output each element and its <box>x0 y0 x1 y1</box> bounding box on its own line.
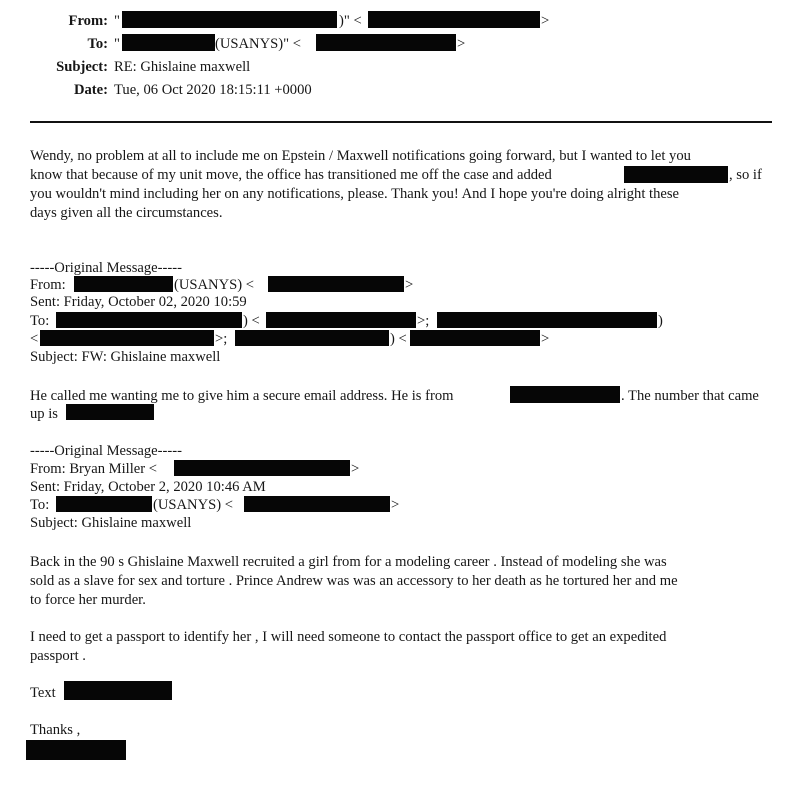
redaction-block <box>56 312 242 328</box>
from-mid: (USANYS) < <box>174 277 254 293</box>
cc-start: < <box>30 331 39 347</box>
from-mid: )" < <box>339 13 362 29</box>
to-suffix: > <box>457 36 466 52</box>
subject-line: Subject: Ghislaine maxwell <box>30 515 192 531</box>
reply-line: days given all the circumstances. <box>30 205 223 221</box>
redaction-block <box>624 166 728 183</box>
redaction-block <box>410 330 540 346</box>
reply-line <box>30 166 552 184</box>
body-line: to force her murder. <box>30 592 146 608</box>
redaction-block <box>510 386 620 403</box>
subject-label: Subject: <box>56 59 108 75</box>
body-line: sold as a slave for sex and torture . Prince Andrew was was an accessory to her death as he tortured her and me <box>30 573 678 589</box>
to-label: To: <box>30 313 50 329</box>
to-suffix: > <box>391 497 400 513</box>
date-label: Date: <box>73 82 108 98</box>
from-suffix: > <box>351 461 360 477</box>
redaction-block <box>316 34 456 51</box>
cc-end: > <box>541 331 550 347</box>
cc-sep: >; <box>215 331 228 347</box>
redaction-block <box>122 34 215 51</box>
redaction-block <box>122 11 337 28</box>
thanks-line: Thanks , <box>30 722 81 738</box>
reply-line-text: know that because of my unit move, the office has transitioned me off the case and added <box>30 167 552 183</box>
to-label: To: <box>87 36 108 52</box>
to-mid: (USANYS)" < <box>215 36 301 52</box>
redaction-block <box>268 276 404 292</box>
to-quote: " <box>114 36 120 52</box>
reply-line: Wendy, no problem at all to include me on Epstein / Maxwell notifications going forward, but I wanted to let you <box>30 148 691 164</box>
redaction-block <box>26 740 126 760</box>
body-line: . The number that came <box>621 388 759 404</box>
from-suffix: > <box>541 13 550 29</box>
from-quote: " <box>114 13 120 29</box>
to-sep: >; <box>417 313 430 329</box>
reply-line-text: , so if <box>729 167 762 183</box>
from-line: From: Bryan Miller < <box>30 461 157 477</box>
to-label: To: <box>30 497 50 513</box>
to-end: ) <box>658 313 663 329</box>
message-separator: -----Original Message----- <box>30 443 182 459</box>
redaction-block <box>56 496 152 512</box>
body-line: passport . <box>30 648 86 664</box>
to-mid: (USANYS) < <box>153 497 233 513</box>
redaction-block <box>64 681 172 700</box>
from-label: From: <box>68 13 108 29</box>
redaction-block <box>174 460 350 476</box>
cc-sep: ) < <box>390 331 407 347</box>
subject-value: RE: Ghislaine maxwell <box>114 59 251 75</box>
subject-line: Subject: FW: Ghislaine maxwell <box>30 349 221 365</box>
reply-line: you wouldn't mind including her on any notifications, please. Thank you! And I hope you're doing alright these <box>30 186 680 202</box>
date-value: Tue, 06 Oct 2020 18:15:11 +0000 <box>114 82 312 98</box>
sent-line: Sent: Friday, October 02, 2020 10:59 <box>30 294 247 310</box>
from-label: From: <box>30 277 66 293</box>
to-sep: ) < <box>243 313 260 329</box>
header-divider <box>30 121 772 123</box>
redaction-block <box>266 312 416 328</box>
message-separator: -----Original Message----- <box>30 260 182 276</box>
sent-line: Sent: Friday, October 2, 2020 10:46 AM <box>30 479 266 495</box>
from-suffix: > <box>405 277 414 293</box>
body-line: up is <box>30 406 58 422</box>
text-label: Text <box>30 685 56 701</box>
redaction-block <box>40 330 214 346</box>
redaction-block <box>244 496 390 512</box>
body-line: Back in the 90 s Ghislaine Maxwell recruited a girl from for a modeling career . Instead of modeling she was <box>30 554 667 570</box>
redaction-block <box>74 276 173 292</box>
body-line: He called me wanting me to give him a secure email address. He is from <box>30 388 454 404</box>
redaction-block <box>66 404 154 420</box>
redaction-block <box>368 11 540 28</box>
body-line: I need to get a passport to identify her , I will need someone to contact the passport office to get an expedited <box>30 629 667 645</box>
redaction-block <box>437 312 657 328</box>
redaction-block <box>235 330 389 346</box>
